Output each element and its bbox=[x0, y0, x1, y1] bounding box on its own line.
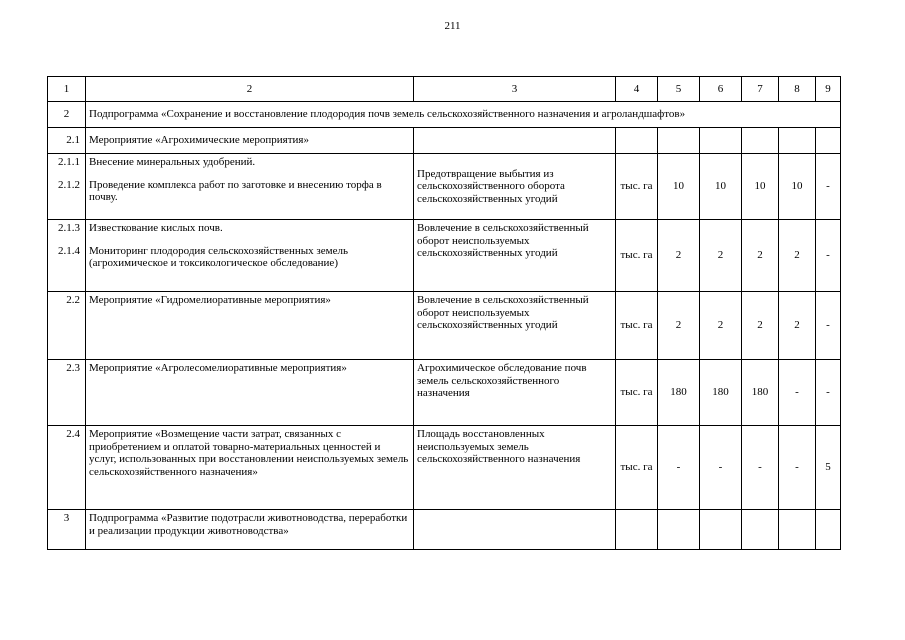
row-number-cell bbox=[48, 220, 86, 292]
table-row-2-3 bbox=[48, 360, 841, 426]
value-cell: 5 bbox=[816, 426, 841, 510]
measure-title: Мероприятие «Агрохимические мероприятия» bbox=[86, 128, 414, 154]
value-cell: - bbox=[779, 426, 816, 510]
row-number: 2.3 bbox=[48, 360, 86, 426]
column-header-1: 1 bbox=[48, 77, 86, 102]
unit-cell bbox=[616, 128, 658, 154]
indicator-cell: Вовлечение в сельскохозяйственный оборот неиспользуемых сельскохозяйственных угодий bbox=[414, 292, 616, 360]
value-cell: 2 bbox=[742, 220, 779, 292]
column-header-3: 3 bbox=[414, 77, 616, 102]
measure-text: Внесение минеральных удобрений. bbox=[89, 156, 256, 168]
column-header-4: 4 bbox=[616, 77, 658, 102]
measure-text: Известкование кислых почв. bbox=[89, 222, 223, 234]
table-row-2-1-3 bbox=[48, 220, 841, 292]
column-header-5: 5 bbox=[658, 77, 700, 102]
value-cell: 10 bbox=[742, 154, 779, 220]
measure-title: Мероприятие «Агролесомелиоративные мероприятия» bbox=[86, 360, 414, 426]
unit-cell bbox=[616, 510, 658, 550]
value-cell: 180 bbox=[700, 360, 742, 426]
value-cell: 2 bbox=[658, 292, 700, 360]
value-cell bbox=[816, 510, 841, 550]
value-cell: 10 bbox=[658, 154, 700, 220]
unit-cell: тыс. га bbox=[616, 292, 658, 360]
value-cell: - bbox=[700, 426, 742, 510]
measure-title: Мероприятие «Возмещение части затрат, связанных с приобретением и оплатой товарно-материальных ценностей и услуг, использованных при восстановлении неиспользуемых земель сельскохозяйственного назначения» bbox=[86, 426, 414, 510]
header-row bbox=[48, 77, 841, 102]
column-header-2: 2 bbox=[86, 77, 414, 102]
value-cell: 2 bbox=[700, 292, 742, 360]
indicator-cell: Агрохимическое обследование почв земель сельскохозяйственного назначения bbox=[414, 360, 616, 426]
program-table bbox=[47, 76, 841, 550]
value-cell: 180 bbox=[742, 360, 779, 426]
value-cell bbox=[700, 128, 742, 154]
row-number: 2.1.3 bbox=[58, 222, 80, 234]
column-header-7: 7 bbox=[742, 77, 779, 102]
value-cell: - bbox=[816, 154, 841, 220]
value-cell: - bbox=[816, 360, 841, 426]
indicator-cell bbox=[414, 510, 616, 550]
value-cell bbox=[742, 510, 779, 550]
column-header-6: 6 bbox=[700, 77, 742, 102]
indicator-cell bbox=[414, 128, 616, 154]
indicator-cell: Площадь восстановленных неиспользуемых земель сельскохозяйственного назначения bbox=[414, 426, 616, 510]
value-cell bbox=[658, 128, 700, 154]
subprogram-title: Подпрограмма «Развитие подотрасли животноводства, переработки и реализации продукции животноводства» bbox=[86, 510, 414, 550]
row-number: 2.1 bbox=[48, 128, 86, 154]
row-number: 2.1.4 bbox=[58, 244, 80, 257]
value-cell: - bbox=[816, 292, 841, 360]
value-cell bbox=[742, 128, 779, 154]
value-cell: - bbox=[658, 426, 700, 510]
value-cell bbox=[816, 128, 841, 154]
value-cell: 2 bbox=[658, 220, 700, 292]
unit-cell: тыс. га bbox=[616, 360, 658, 426]
value-cell: 2 bbox=[742, 292, 779, 360]
table-row-2-4 bbox=[48, 426, 841, 510]
value-cell: 2 bbox=[700, 220, 742, 292]
table-row-2 bbox=[48, 102, 841, 128]
indicator-cell: Предотвращение выбытия из сельскохозяйственного оборота сельскохозяйственных угодий bbox=[414, 154, 616, 220]
row-number: 2.4 bbox=[48, 426, 86, 510]
value-cell: - bbox=[742, 426, 779, 510]
value-cell: 2 bbox=[779, 220, 816, 292]
value-cell: 10 bbox=[779, 154, 816, 220]
page-number: 211 bbox=[444, 20, 461, 32]
measure-cell bbox=[86, 154, 414, 220]
table-row-2-2 bbox=[48, 292, 841, 360]
column-header-9: 9 bbox=[816, 77, 841, 102]
row-number: 3 bbox=[48, 510, 86, 550]
row-number: 2.2 bbox=[48, 292, 86, 360]
row-number-cell bbox=[48, 154, 86, 220]
value-cell bbox=[779, 128, 816, 154]
table-row-2-1 bbox=[48, 128, 841, 154]
table-row-3 bbox=[48, 510, 841, 550]
value-cell: - bbox=[816, 220, 841, 292]
value-cell: 2 bbox=[779, 292, 816, 360]
row-number: 2.1.1 bbox=[58, 156, 80, 168]
value-cell bbox=[779, 510, 816, 550]
unit-cell: тыс. га bbox=[616, 154, 658, 220]
value-cell bbox=[658, 510, 700, 550]
unit-cell: тыс. га bbox=[616, 426, 658, 510]
value-cell bbox=[700, 510, 742, 550]
indicator-cell: Вовлечение в сельскохозяйственный оборот неиспользуемых сельскохозяйственных угодий bbox=[414, 220, 616, 292]
measure-title: Мероприятие «Гидромелиоративные мероприятия» bbox=[86, 292, 414, 360]
column-header-8: 8 bbox=[779, 77, 816, 102]
measure-cell bbox=[86, 220, 414, 292]
value-cell: 10 bbox=[700, 154, 742, 220]
unit-cell: тыс. га bbox=[616, 220, 658, 292]
measure-text: Мониторинг плодородия сельскохозяйственных земель (агрохимическое и токсикологическое обследование) bbox=[89, 244, 348, 269]
value-cell: 180 bbox=[658, 360, 700, 426]
row-number: 2.1.2 bbox=[58, 178, 80, 191]
subprogram-title: Подпрограмма «Сохранение и восстановление плодородия почв земель сельскохозяйственного назначения и агроландшафтов» bbox=[86, 102, 841, 128]
table-row-2-1-1 bbox=[48, 154, 841, 220]
row-number: 2 bbox=[48, 102, 86, 128]
value-cell: - bbox=[779, 360, 816, 426]
measure-text: Проведение комплекса работ по заготовке и внесению торфа в почву. bbox=[89, 178, 382, 203]
